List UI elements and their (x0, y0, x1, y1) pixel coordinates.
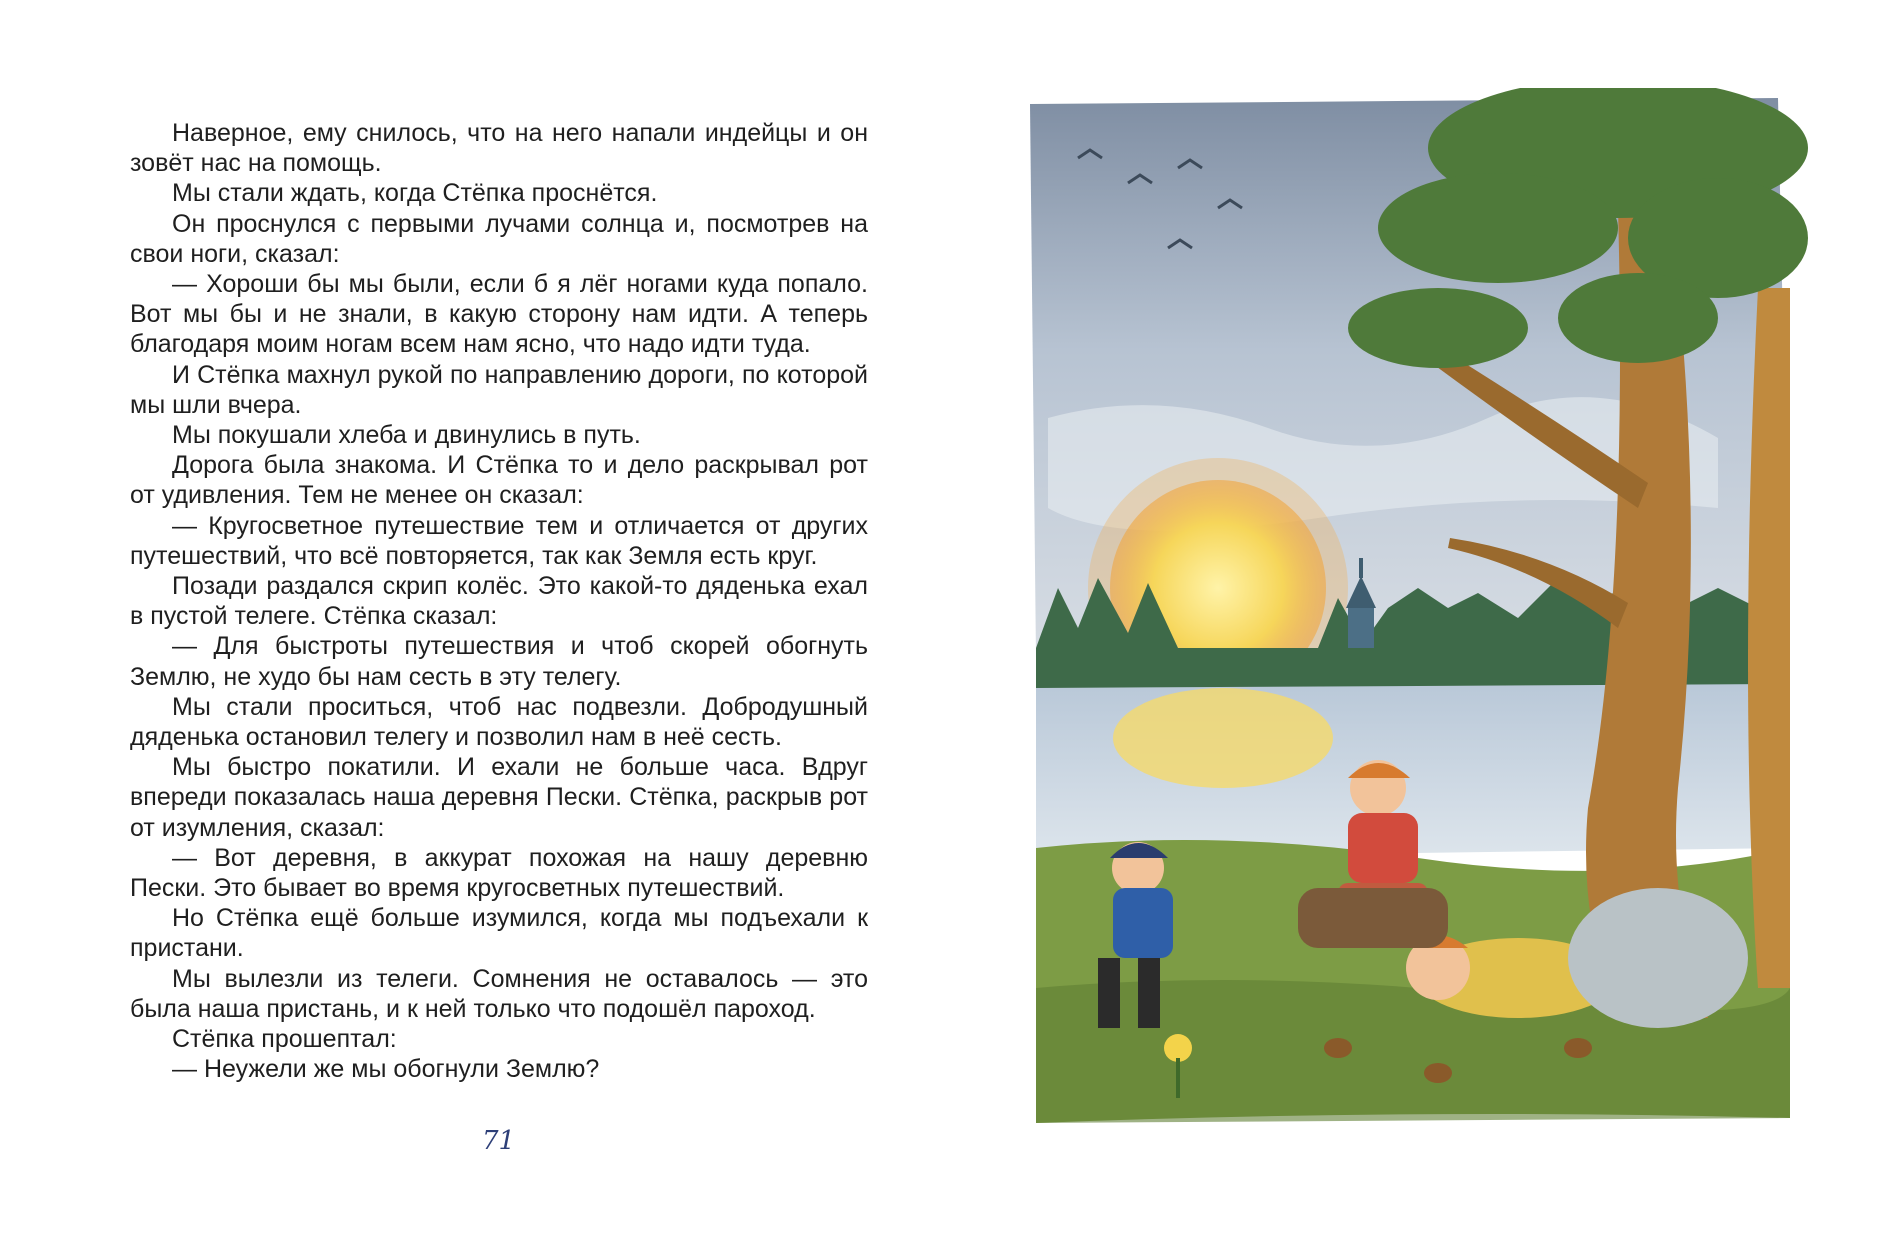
tree-trunk-right (1748, 288, 1790, 988)
paragraph: — Хороши бы мы были, если б я лёг ногами куда попало. Вот мы бы и не знали, в какую сторону нам идти. А теперь благодаря моим ногам всем нам ясно, что надо идти туда. (130, 270, 868, 359)
watercolor-illustration (1018, 88, 1808, 1128)
paragraph: — Вот деревня, в аккурат похожая на нашу деревню Пески. Это бывает во время кругосветных путешествий. (130, 843, 868, 903)
paragraph: Но Стёпка ещё больше изумился, когда мы подъехали к пристани. (130, 904, 868, 963)
paragraph: Стёпка прошептал: (172, 1025, 397, 1054)
paragraph: — Кругосветное путешествие тем и отличается от других путешествий, что всё повторяется, так как Земля есть круг. (130, 511, 868, 570)
illustration-canvas (1018, 88, 1808, 1128)
paragraph: Мы вылезли из телеги. Сомнения не оставалось — это была наша пристань, и к ней только что подошёл пароход. (130, 964, 868, 1023)
paragraph: Дорога была знакома. И Стёпка то и дело раскрывал рот от удивления. Тем не менее он сказал: (130, 451, 868, 510)
paragraph: Мы покушали хлеба и двинулись в путь. (172, 421, 641, 450)
paragraph: Наверное, ему снилось, что на него напали индейцы и он зовёт нас на помощь. (130, 119, 868, 178)
sack (1568, 888, 1748, 1028)
paragraph: Мы стали ждать, когда Стёпка проснётся. (172, 179, 658, 208)
paragraph: — Для быстроты путешествия и чтоб скорей обогнуть Землю, не худо бы нам сесть в эту телегу. (130, 632, 868, 691)
page-number: 71 (482, 1126, 516, 1156)
paragraph: — Неужели же мы обогнули Землю? (172, 1055, 600, 1084)
sun-reflection (1113, 688, 1333, 788)
story-text (130, 118, 868, 1085)
paragraph: Позади раздался скрип колёс. Это какой-то дяденька ехал в пустой телеге. Стёпка сказал: (130, 572, 868, 631)
paragraph: И Стёпка махнул рукой по направлению дороги, по которой мы шли вчера. (130, 360, 868, 419)
paragraph: Мы быстро покатили. И ехали не больше часа. Вдруг впереди показалась наша деревня Пески. Стёпка, раскрыв рот от изумления, сказал: (130, 753, 868, 842)
paragraph: Мы стали проситься, чтоб нас подвезли. Добродушный дяденька остановил телегу и позволил нам в неё сесть. (130, 692, 868, 752)
paragraph: Он проснулся с первыми лучами солнца и, посмотрев на свои ноги, сказал: (130, 209, 868, 268)
